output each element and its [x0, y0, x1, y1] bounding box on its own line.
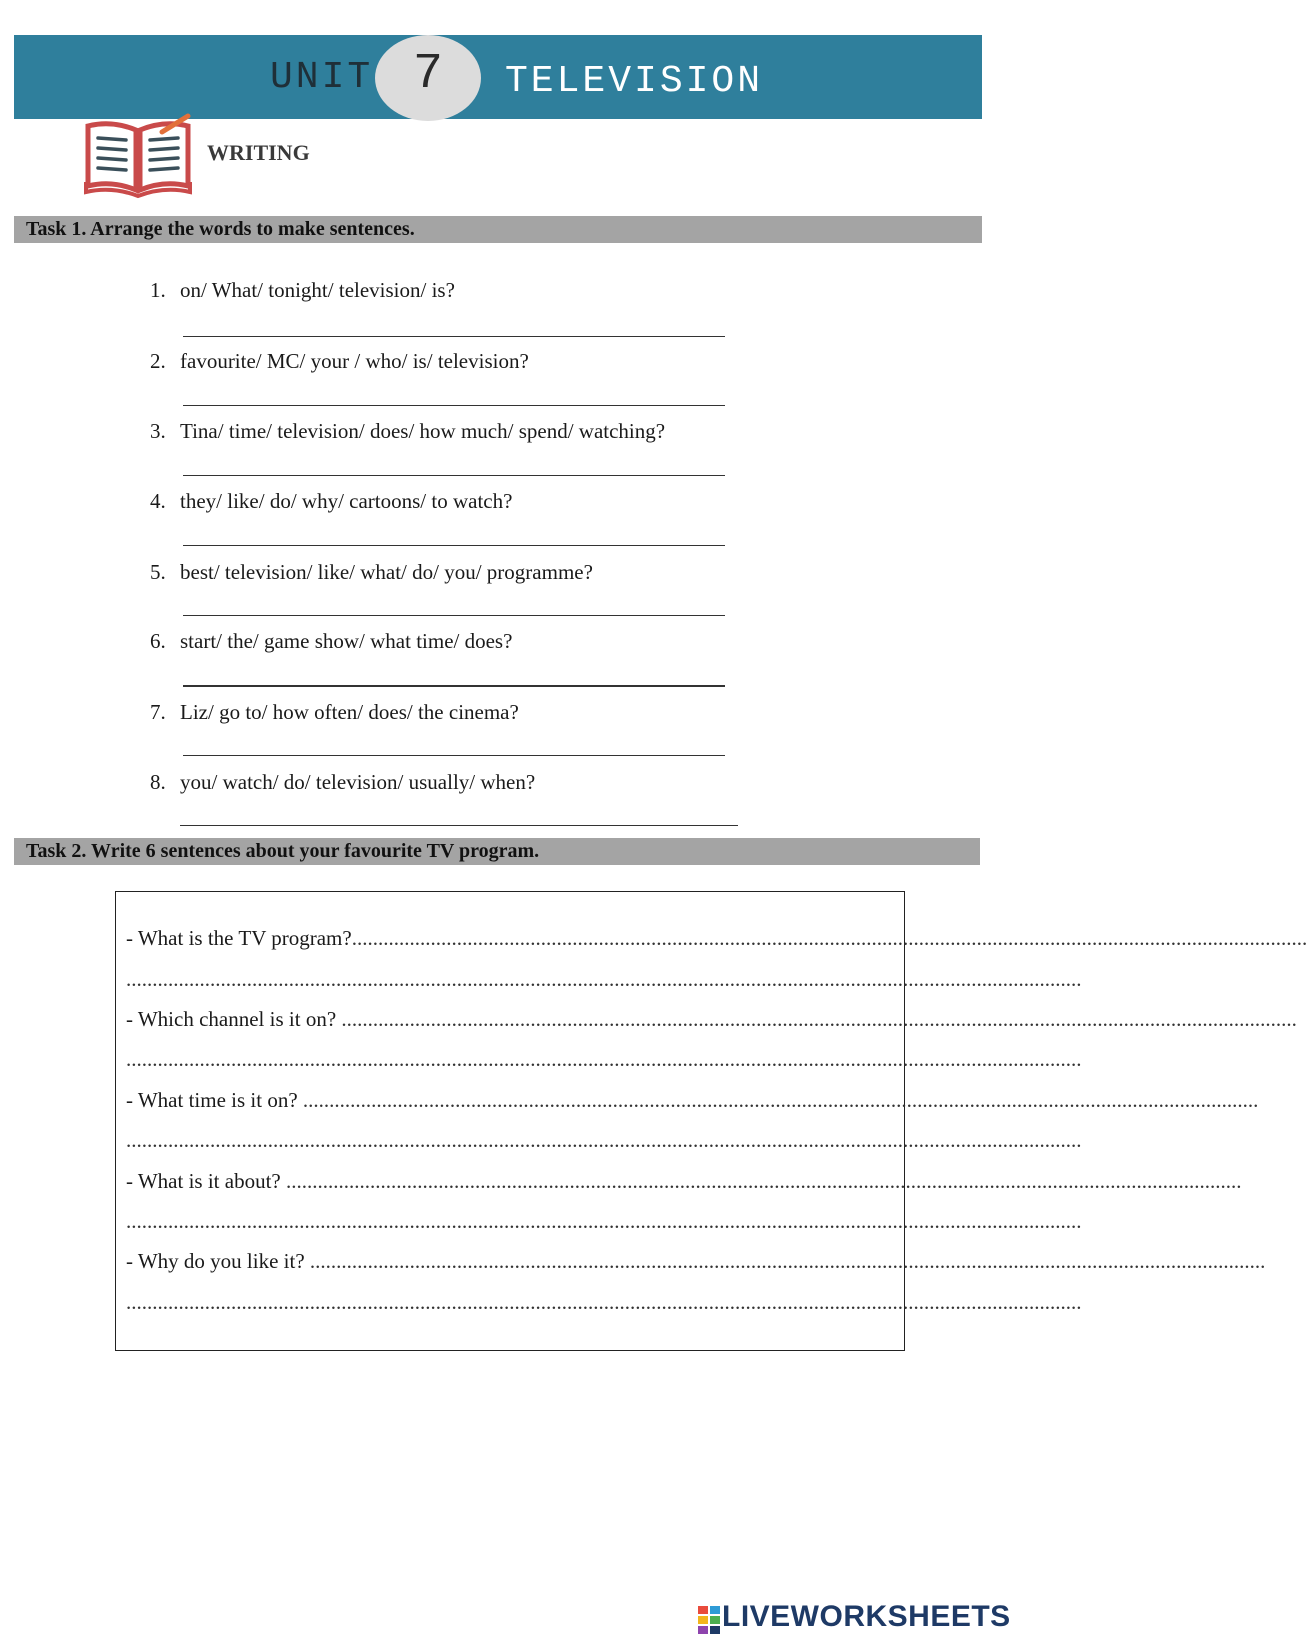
task1-item-3: [150, 419, 665, 444]
item-number: 1.: [150, 278, 166, 302]
item-prompt: start/ the/ game show/ what time/ does?: [180, 629, 513, 653]
answer-line-about[interactable]: ......................................................................................................................................................................................: [126, 1209, 1082, 1233]
answer-line-channel[interactable]: ......................................................................................................................................................................................: [126, 1047, 1082, 1071]
item-prompt: Liz/ go to/ how often/ does/ the cinema?: [180, 700, 519, 724]
answer-line-7[interactable]: [183, 755, 725, 756]
question-program: - What is the TV program?: [126, 926, 352, 950]
item-number: 5.: [150, 560, 166, 584]
answer-field-channel[interactable]: ......................................................................................................................................................................................: [341, 1007, 1297, 1031]
answer-line-6[interactable]: [183, 685, 725, 687]
item-number: 2.: [150, 349, 166, 373]
item-number: 7.: [150, 700, 166, 724]
answer-field-program[interactable]: ......................................................................................................................................................................................: [351, 926, 1307, 950]
item-prompt: favourite/ MC/ your / who/ is/ television?: [180, 349, 529, 373]
answer-line-time[interactable]: ......................................................................................................................................................................................: [126, 1128, 1082, 1152]
task2-header: Task 2. Write 6 sentences about your favourite TV program.: [14, 838, 980, 865]
item-prompt: on/ What/ tonight/ television/ is?: [180, 278, 455, 302]
item-prompt: they/ like/ do/ why/ cartoons/ to watch?: [180, 489, 513, 513]
task1-item-8: [150, 770, 535, 795]
question-row-5: [126, 1249, 1266, 1274]
answer-line-program[interactable]: ......................................................................................................................................................................................: [126, 967, 1082, 991]
question-row-3: [126, 1088, 1259, 1113]
task2-answer-box: [115, 891, 1307, 1351]
answer-line-4[interactable]: [183, 545, 725, 546]
answer-line-5[interactable]: [183, 615, 725, 616]
task1-item-2: [150, 349, 529, 374]
answer-field-about[interactable]: ......................................................................................................................................................................................: [286, 1169, 1242, 1193]
section-label: WRITING: [207, 140, 310, 165]
item-number: 4.: [150, 489, 166, 513]
item-number: 6.: [150, 629, 166, 653]
question-row-1: [126, 926, 1307, 951]
task1-item-5: [150, 560, 593, 585]
question-row-2: [126, 1007, 1297, 1032]
answer-line-1[interactable]: [183, 336, 725, 337]
item-number: 3.: [150, 419, 166, 443]
unit-label: UNIT: [270, 56, 374, 99]
liveworksheets-logo[interactable]: LIVEWORKSHEETS: [722, 1600, 1011, 1633]
question-like: - Why do you like it?: [126, 1249, 305, 1273]
unit-number-circle: [375, 35, 481, 121]
answer-line-8[interactable]: [180, 825, 738, 826]
question-row-4: [126, 1169, 1242, 1194]
answer-field-time[interactable]: ......................................................................................................................................................................................: [302, 1088, 1259, 1112]
question-channel: - Which channel is it on?: [126, 1007, 337, 1031]
unit-title: TELEVISION: [505, 60, 764, 103]
answer-field-like[interactable]: ......................................................................................................................................................................................: [309, 1249, 1266, 1273]
item-prompt: best/ television/ like/ what/ do/ you/ programme?: [180, 560, 593, 584]
task1-item-7: [150, 700, 519, 725]
item-number: 8.: [150, 770, 166, 794]
answer-line-2[interactable]: [183, 405, 725, 406]
question-time: - What time is it on?: [126, 1088, 298, 1112]
open-book-icon: [84, 116, 194, 198]
task1-item-1: [150, 278, 455, 303]
task1-item-6: [150, 629, 512, 654]
item-prompt: Tina/ time/ television/ does/ how much/ spend/ watching?: [180, 419, 666, 443]
item-prompt: you/ watch/ do/ television/ usually/ when?: [180, 770, 536, 794]
answer-line-like[interactable]: ......................................................................................................................................................................................: [126, 1290, 1082, 1314]
task1-header: Task 1. Arrange the words to make sentences.: [14, 216, 982, 243]
question-about: - What is it about?: [126, 1169, 281, 1193]
liveworksheets-logo-icon: [698, 1606, 720, 1634]
unit-banner: [14, 35, 982, 119]
task1-item-4: [150, 489, 512, 514]
unit-number: 7: [412, 45, 443, 103]
answer-line-3[interactable]: [183, 475, 725, 476]
